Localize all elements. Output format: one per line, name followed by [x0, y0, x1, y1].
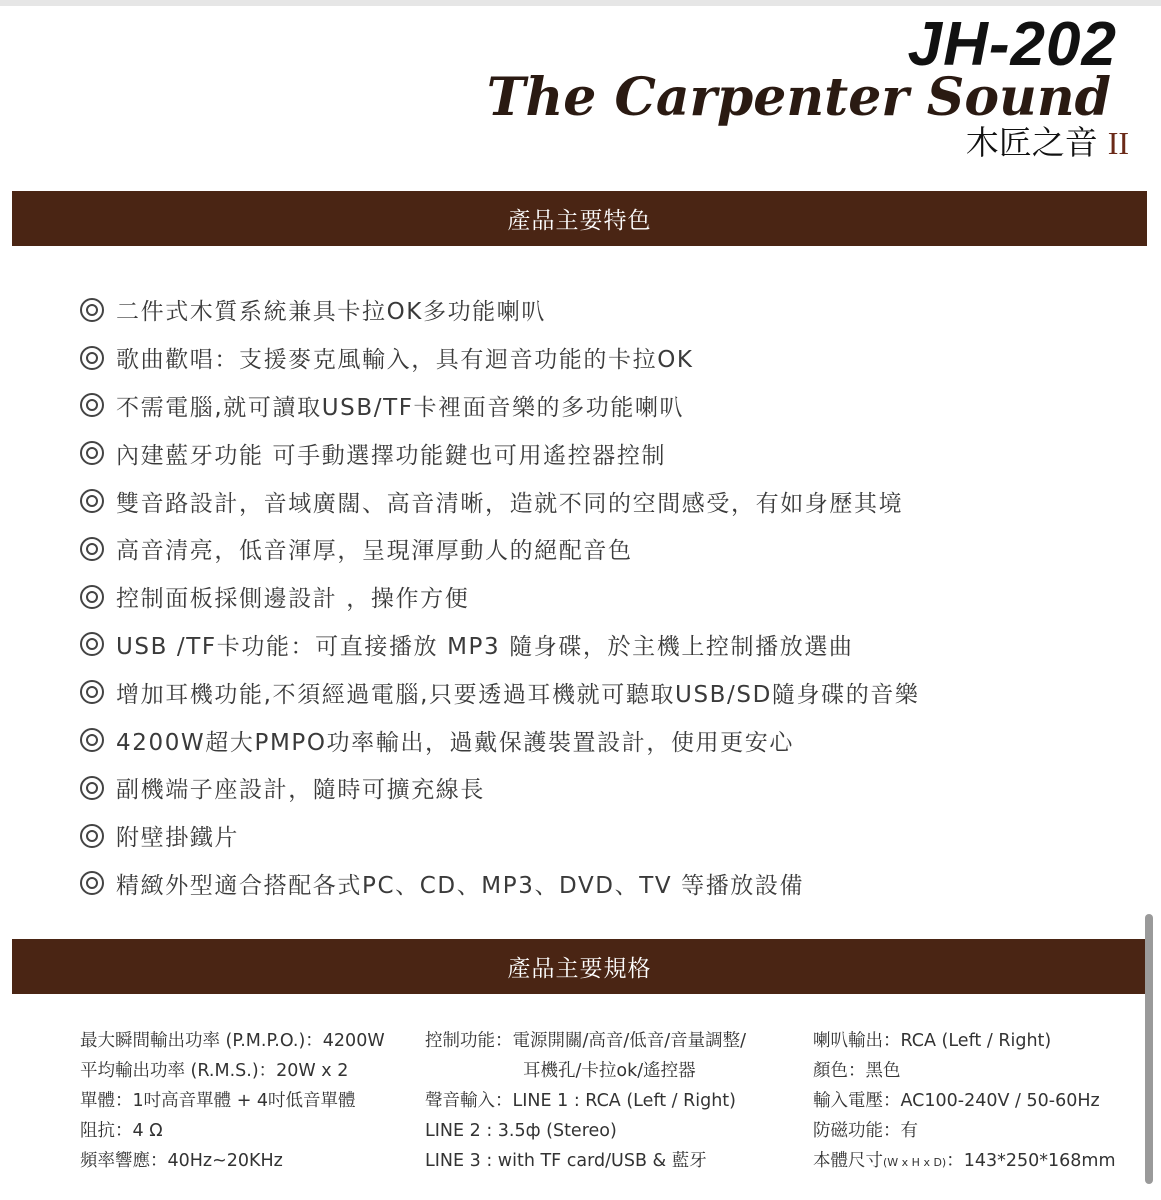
bullet-icon [80, 441, 104, 465]
spec-line: 喇叭輸出：RCA (Left / Right) [813, 1031, 1052, 1051]
feature-item [80, 716, 1100, 764]
feature-text: USB /TF卡功能：可直接播放 MP3 隨身碟，於主機上控制播放選曲 [116, 633, 854, 660]
feature-text: 二件式木質系統兼具卡拉OK多功能喇叭 [116, 299, 546, 326]
feature-item [80, 812, 1100, 860]
feature-text: 精緻外型適合搭配各式PC、CD、MP3、DVD、TV 等播放設備 [116, 872, 805, 899]
bullet-icon [80, 489, 104, 513]
spec-line: 防磁功能：有 [813, 1121, 918, 1141]
feature-text: 歌曲歡唱：支援麥克風輸入，具有迴音功能的卡拉OK [116, 347, 694, 374]
size-value: ：143*250*168mm [946, 1151, 1116, 1171]
bullet-icon [80, 776, 104, 800]
spec-line: 單體：1吋高音單體 + 4吋低音單體 [80, 1091, 356, 1111]
specs-title: 產品主要規格 [507, 956, 652, 982]
bullet-icon [80, 537, 104, 561]
bullet-icon [80, 346, 104, 370]
feature-item [80, 477, 1100, 525]
features-list [80, 286, 1100, 907]
scrollbar-thumb[interactable] [1145, 914, 1153, 1184]
bullet-icon [80, 871, 104, 895]
feature-item [80, 621, 1100, 669]
bullet-icon [80, 393, 104, 417]
feature-item [80, 525, 1100, 573]
bullet-icon [80, 728, 104, 752]
spec-line: 聲音輸入：LINE 1 : RCA (Left / Right) [425, 1091, 737, 1111]
model-number: JH-202 [907, 10, 1117, 79]
spec-line: 頻率響應：40Hz~20KHz [80, 1151, 283, 1171]
feature-item [80, 382, 1100, 430]
top-strip [0, 0, 1161, 6]
feature-text: 4200W超大PMPO功率輸出，過戴保護裝置設計，使用更安心 [116, 729, 794, 756]
feature-text: 副機端子座設計，隨時可擴充線長 [116, 777, 485, 804]
spec-line: 最大瞬間輸出功率 (P.M.P.O.)：4200W [80, 1031, 385, 1051]
specs-column-1 [80, 1026, 385, 1176]
bullet-icon [80, 824, 104, 848]
bullet-icon [80, 585, 104, 609]
feature-text: 附壁掛鐵片 [116, 825, 239, 852]
brand-chinese-name [965, 123, 1129, 162]
features-section-header [12, 191, 1147, 246]
feature-text: 增加耳機功能,不須經過電腦,只要透過耳機就可聽取USB/SD隨身碟的音樂 [116, 681, 920, 708]
size-label: 本體尺寸 [813, 1151, 883, 1171]
bullet-icon [80, 680, 104, 704]
feature-text: 高音清亮，低音渾厚，呈現渾厚動人的絕配音色 [116, 538, 633, 565]
feature-text: 內建藍牙功能 可手動選擇功能鍵也可用遙控器控制 [116, 442, 667, 469]
feature-item [80, 573, 1100, 621]
spec-line-size [813, 1146, 1116, 1176]
feature-text: 不需電腦,就可讀取USB/TF卡裡面音樂的多功能喇叭 [116, 394, 685, 421]
brand-logo-script: The Carpenter Sound [486, 67, 1111, 128]
feature-item [80, 860, 1100, 908]
size-unit: (W x H x D) [883, 1156, 947, 1169]
bullet-icon [80, 298, 104, 322]
feature-text: 控制面板採側邊設計 ，操作方便 [116, 586, 470, 613]
feature-text: 雙音路設計，音域廣闊、高音清晰，造就不同的空間感受，有如身歷其境 [116, 490, 904, 517]
specs-section-header [12, 939, 1147, 994]
brand-numeral: II [1107, 125, 1129, 161]
spec-line: LINE 2 : 3.5ф (Stereo) [425, 1121, 617, 1141]
features-title: 產品主要特色 [507, 208, 652, 234]
specs-column-2 [425, 1026, 746, 1176]
spec-line: 顏色：黑色 [813, 1061, 901, 1081]
feature-item [80, 668, 1100, 716]
spec-line: 平均輸出功率 (R.M.S.)：20W x 2 [80, 1061, 349, 1081]
bullet-icon [80, 632, 104, 656]
feature-item [80, 286, 1100, 334]
specs-column-3 [813, 1026, 1116, 1176]
spec-line: 控制功能：電源開關/高音/低音/音量調整/ [425, 1031, 747, 1051]
brand-chinese-text: 木匠之音 [965, 123, 1098, 162]
spec-line: LINE 3 : with TF card/USB & 藍牙 [425, 1151, 707, 1171]
spec-line: 輸入電壓：AC100-240V / 50-60Hz [813, 1091, 1100, 1111]
feature-item [80, 429, 1100, 477]
feature-item [80, 334, 1100, 382]
spec-line: 耳機孔/卡拉ok/遙控器 [523, 1061, 696, 1081]
feature-item [80, 764, 1100, 812]
spec-line: 阻抗：4 Ω [80, 1121, 163, 1141]
